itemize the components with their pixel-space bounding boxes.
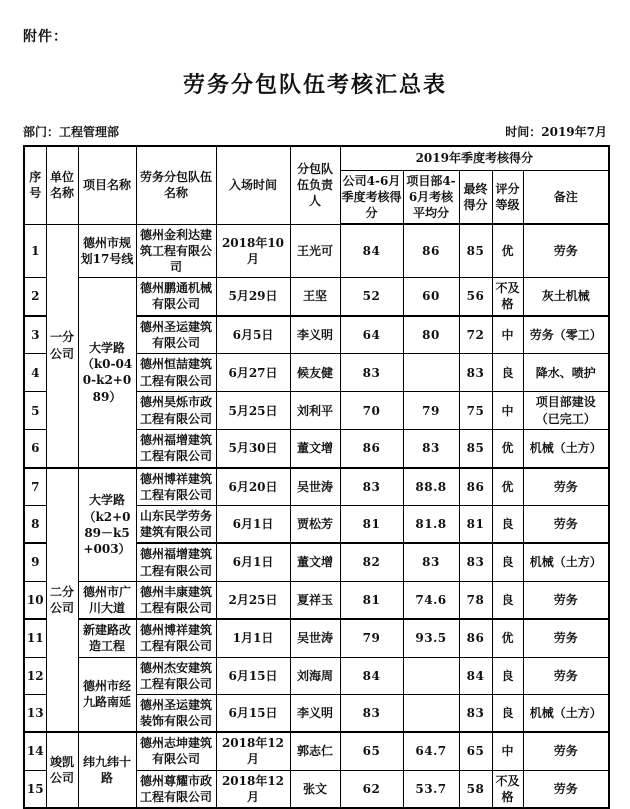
col-header-dept-score: 项目部4-6月考核平均分 <box>403 170 459 224</box>
col-header-entry: 入场时间 <box>216 146 290 224</box>
cell-entry: 6月5日 <box>216 316 290 354</box>
cell-dept-score: 93.5 <box>403 619 459 657</box>
cell-team: 德州尊耀市政工程有限公司 <box>136 770 216 808</box>
cell-dept-score <box>403 354 459 392</box>
table-row <box>24 468 609 506</box>
cell-final-score: 81 <box>459 506 492 544</box>
cell-entry: 6月20日 <box>216 468 290 506</box>
cell-seq: 4 <box>24 354 46 392</box>
cell-entry: 6月15日 <box>216 694 290 732</box>
cell-grade: 良 <box>492 506 523 544</box>
cell-unit: 竣凯公司 <box>46 732 78 808</box>
table-row <box>24 581 609 619</box>
cell-remark: 机械（土方） <box>523 543 609 581</box>
cell-leader: 董文增 <box>290 430 340 468</box>
cell-entry: 2018年10月 <box>216 224 290 278</box>
cell-leader: 候友健 <box>290 354 340 392</box>
table-row <box>24 657 609 694</box>
cell-team: 德州博祥建筑工程有限公司 <box>136 619 216 657</box>
cell-remark: 劳务 <box>523 657 609 694</box>
cell-grade: 中 <box>492 732 523 770</box>
cell-leader: 王坚 <box>290 278 340 316</box>
col-header-leader: 分包队伍负责人 <box>290 146 340 224</box>
cell-project: 德州市经九路南延 <box>78 657 136 732</box>
cell-project: 大学路（k2+089－k5+003） <box>78 468 136 582</box>
cell-seq: 1 <box>24 224 46 278</box>
cell-seq: 7 <box>24 468 46 506</box>
cell-company-score: 84 <box>340 657 403 694</box>
cell-remark: 劳务 <box>523 581 609 619</box>
cell-team: 德州杰安建筑工程有限公司 <box>136 657 216 694</box>
cell-dept-score: 83 <box>403 543 459 581</box>
cell-company-score: 82 <box>340 543 403 581</box>
cell-final-score: 72 <box>459 316 492 354</box>
cell-team: 德州金利达建筑工程有限公司 <box>136 224 216 278</box>
cell-seq: 11 <box>24 619 46 657</box>
cell-team: 德州志坤建筑有限公司 <box>136 732 216 770</box>
cell-company-score: 83 <box>340 694 403 732</box>
cell-dept-score: 86 <box>403 224 459 278</box>
page-title: 劳务分包队伍考核汇总表 <box>182 72 447 98</box>
cell-entry: 5月29日 <box>216 278 290 316</box>
cell-company-score: 65 <box>340 732 403 770</box>
cell-seq: 3 <box>24 316 46 354</box>
cell-remark: 项目部建设（已完工） <box>523 392 609 430</box>
cell-entry: 2018年12月 <box>216 770 290 808</box>
cell-dept-score: 79 <box>403 392 459 430</box>
cell-grade: 中 <box>492 316 523 354</box>
cell-seq: 2 <box>24 278 46 316</box>
cell-company-score: 81 <box>340 506 403 544</box>
table-row <box>24 732 609 770</box>
cell-project: 德州市广川大道 <box>78 581 136 619</box>
cell-team: 德州恒喆建筑工程有限公司 <box>136 354 216 392</box>
department-label: 部门：工程管理部 <box>23 125 120 139</box>
cell-seq: 8 <box>24 506 46 544</box>
cell-entry: 5月25日 <box>216 392 290 430</box>
cell-remark: 劳务（零工） <box>523 316 609 354</box>
cell-grade: 良 <box>492 581 523 619</box>
cell-leader: 郭志仁 <box>290 732 340 770</box>
cell-grade: 优 <box>492 224 523 278</box>
col-header-grade: 评分等级 <box>492 170 523 224</box>
cell-final-score: 78 <box>459 581 492 619</box>
cell-remark: 劳务 <box>523 506 609 544</box>
table-row <box>24 224 609 278</box>
cell-unit: 一分公司 <box>46 224 78 468</box>
cell-remark: 降水、喷护 <box>523 354 609 392</box>
cell-company-score: 52 <box>340 278 403 316</box>
cell-company-score: 62 <box>340 770 403 808</box>
cell-final-score: 83 <box>459 354 492 392</box>
cell-dept-score: 81.8 <box>403 506 459 544</box>
cell-seq: 12 <box>24 657 46 694</box>
cell-company-score: 83 <box>340 354 403 392</box>
cell-project: 纬九纬十路 <box>78 732 136 808</box>
cell-leader: 刘海周 <box>290 657 340 694</box>
cell-grade: 不及格 <box>492 278 523 316</box>
cell-leader: 董文增 <box>290 543 340 581</box>
cell-leader: 李义明 <box>290 316 340 354</box>
cell-remark: 机械（土方） <box>523 430 609 468</box>
cell-seq: 13 <box>24 694 46 732</box>
col-header-unit: 单位名称 <box>46 146 78 224</box>
cell-final-score: 85 <box>459 430 492 468</box>
attachment-label: 附件： <box>23 29 68 45</box>
cell-remark: 机械（土方） <box>523 694 609 732</box>
cell-project: 德州市规划17号线 <box>78 224 136 278</box>
cell-project: 大学路（k0-040-k2+089） <box>78 278 136 468</box>
cell-final-score: 58 <box>459 770 492 808</box>
cell-leader: 吴世涛 <box>290 468 340 506</box>
cell-leader: 王光可 <box>290 224 340 278</box>
cell-remark: 劳务 <box>523 468 609 506</box>
cell-project: 新建路改造工程 <box>78 619 136 657</box>
cell-grade: 优 <box>492 619 523 657</box>
cell-seq: 9 <box>24 543 46 581</box>
cell-final-score: 75 <box>459 392 492 430</box>
cell-seq: 15 <box>24 770 46 808</box>
cell-grade: 良 <box>492 543 523 581</box>
cell-company-score: 83 <box>340 468 403 506</box>
table-row <box>24 278 609 316</box>
cell-dept-score <box>403 657 459 694</box>
cell-entry: 5月30日 <box>216 430 290 468</box>
cell-entry: 6月15日 <box>216 657 290 694</box>
cell-seq: 14 <box>24 732 46 770</box>
cell-entry: 2月25日 <box>216 581 290 619</box>
cell-leader: 刘利平 <box>290 392 340 430</box>
cell-grade: 优 <box>492 468 523 506</box>
cell-team: 德州福增建筑工程有限公司 <box>136 430 216 468</box>
cell-entry: 1月1日 <box>216 619 290 657</box>
col-header-final-score: 最终得分 <box>459 170 492 224</box>
cell-grade: 良 <box>492 694 523 732</box>
cell-team: 德州福增建筑工程有限公司 <box>136 543 216 581</box>
cell-leader: 李义明 <box>290 694 340 732</box>
cell-seq: 10 <box>24 581 46 619</box>
cell-entry: 6月1日 <box>216 543 290 581</box>
cell-dept-score: 60 <box>403 278 459 316</box>
cell-entry: 6月1日 <box>216 506 290 544</box>
cell-company-score: 81 <box>340 581 403 619</box>
cell-leader: 张文 <box>290 770 340 808</box>
cell-company-score: 64 <box>340 316 403 354</box>
cell-team: 德州丰康建筑工程有限公司 <box>136 581 216 619</box>
cell-leader: 贾松芳 <box>290 506 340 544</box>
table-row <box>24 619 609 657</box>
cell-grade: 良 <box>492 354 523 392</box>
cell-dept-score: 80 <box>403 316 459 354</box>
cell-team: 德州圣运建筑有限公司 <box>136 316 216 354</box>
time-label: 时间：2019年7月 <box>505 125 607 139</box>
cell-seq: 5 <box>24 392 46 430</box>
cell-unit: 二分公司 <box>46 468 78 733</box>
cell-dept-score: 83 <box>403 430 459 468</box>
cell-grade: 不及格 <box>492 770 523 808</box>
cell-remark: 劳务 <box>523 732 609 770</box>
cell-remark: 劳务 <box>523 619 609 657</box>
col-header-project: 项目名称 <box>78 146 136 224</box>
cell-team: 德州昊烁市政工程有限公司 <box>136 392 216 430</box>
assessment-summary-table <box>23 145 610 809</box>
cell-final-score: 83 <box>459 694 492 732</box>
cell-leader: 夏祥玉 <box>290 581 340 619</box>
cell-leader: 吴世涛 <box>290 619 340 657</box>
meta-row <box>23 123 607 140</box>
cell-team: 德州圣运建筑装饰有限公司 <box>136 694 216 732</box>
cell-dept-score <box>403 694 459 732</box>
cell-team: 德州鹏通机械有限公司 <box>136 278 216 316</box>
cell-dept-score: 53.7 <box>403 770 459 808</box>
cell-final-score: 56 <box>459 278 492 316</box>
cell-remark: 灰土机械 <box>523 278 609 316</box>
cell-company-score: 86 <box>340 430 403 468</box>
cell-remark: 劳务 <box>523 224 609 278</box>
cell-grade: 中 <box>492 392 523 430</box>
col-header-quarter-group: 2019年季度考核得分 <box>340 146 609 170</box>
cell-team: 德州博祥建筑工程有限公司 <box>136 468 216 506</box>
cell-dept-score: 64.7 <box>403 732 459 770</box>
cell-remark: 劳务 <box>523 770 609 808</box>
cell-final-score: 65 <box>459 732 492 770</box>
col-header-company-score: 公司4-6月季度考核得分 <box>340 170 403 224</box>
cell-grade: 良 <box>492 657 523 694</box>
cell-seq: 6 <box>24 430 46 468</box>
cell-grade: 优 <box>492 430 523 468</box>
cell-dept-score: 88.8 <box>403 468 459 506</box>
cell-team: 山东民学劳务建筑有限公司 <box>136 506 216 544</box>
cell-company-score: 79 <box>340 619 403 657</box>
cell-final-score: 86 <box>459 619 492 657</box>
col-header-seq: 序号 <box>24 146 46 224</box>
cell-final-score: 85 <box>459 224 492 278</box>
cell-company-score: 70 <box>340 392 403 430</box>
cell-dept-score: 74.6 <box>403 581 459 619</box>
cell-entry: 2018年12月 <box>216 732 290 770</box>
header-row-1 <box>24 146 609 170</box>
cell-entry: 6月27日 <box>216 354 290 392</box>
cell-final-score: 83 <box>459 543 492 581</box>
col-header-remark: 备注 <box>523 170 609 224</box>
col-header-team: 劳务分包队伍名称 <box>136 146 216 224</box>
cell-final-score: 86 <box>459 468 492 506</box>
cell-company-score: 84 <box>340 224 403 278</box>
cell-final-score: 84 <box>459 657 492 694</box>
